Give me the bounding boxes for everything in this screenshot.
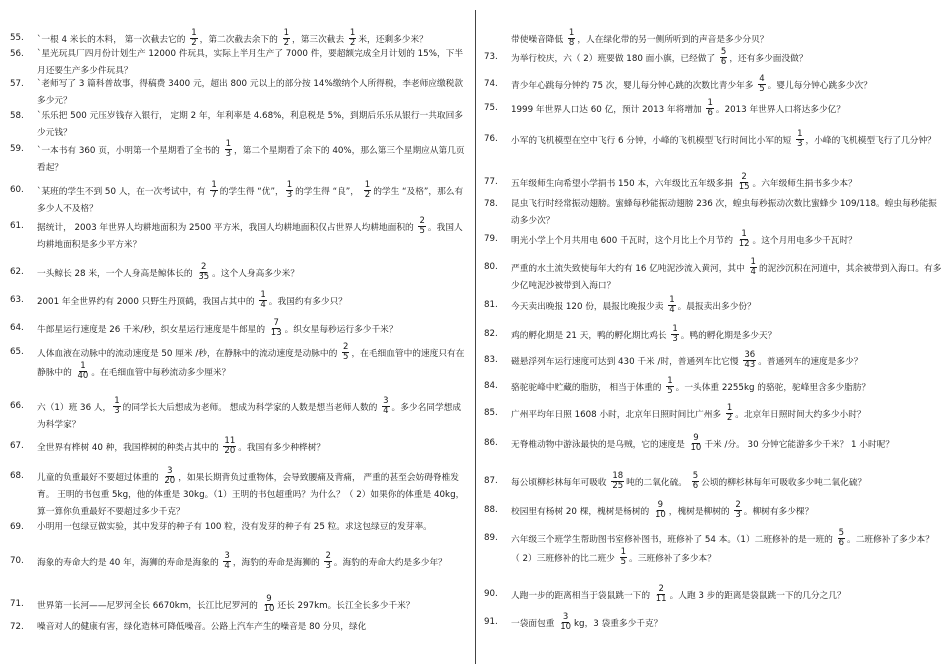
problem-number: 75. xyxy=(484,103,498,113)
fraction xyxy=(750,258,757,277)
fraction-denominator: 3 xyxy=(797,139,803,149)
fraction xyxy=(655,585,668,604)
problem-number: 84. xyxy=(484,381,498,391)
problem-number: 74. xyxy=(484,79,498,89)
problem-number: 86. xyxy=(484,438,498,448)
fraction xyxy=(738,173,751,192)
fraction-denominator: 11 xyxy=(655,594,667,604)
fraction-numerator: 1 xyxy=(726,403,733,413)
column-divider xyxy=(475,10,476,664)
fraction xyxy=(671,325,678,344)
fraction-numerator: 5 xyxy=(720,47,727,57)
problem-number: 77. xyxy=(484,177,498,187)
fraction-denominator: 3 xyxy=(114,406,120,416)
fraction xyxy=(726,404,733,423)
fraction-numerator: 18 xyxy=(612,471,624,481)
problem-number: 90. xyxy=(484,589,498,599)
problem-item xyxy=(484,174,942,193)
problem-item xyxy=(484,352,942,371)
problem-number: 76. xyxy=(484,134,498,144)
fraction xyxy=(796,130,803,149)
fraction-numerator: 1 xyxy=(286,180,293,190)
problem-item xyxy=(484,30,942,49)
problem-text: 1999 年世界人口达 60 亿，预计 2013 年将增加 $\frac{1}{6}$ 。2013 年世界人口将达多少亿？ xyxy=(511,98,846,118)
fraction-numerator: 1 xyxy=(191,28,197,38)
problem-number: 71. xyxy=(10,599,24,609)
problem-text: 为举行校庆，六（ 2）班要做 180 面小旗，已经做了 $\frac{5}{6}$ ，还有多少面没做？ xyxy=(511,47,808,67)
problem-text: 小军的飞机模型在空中飞行 6 分钟，小峰的飞机模型飞行时间比小军的短 $\frac{1}{3}$ ，小峰的飞机模型飞行了几分钟？ xyxy=(511,129,936,149)
fraction-numerator: 11 xyxy=(224,436,236,446)
fraction xyxy=(690,434,703,453)
fraction-numerator: 1 xyxy=(225,139,232,149)
problem-number: 72. xyxy=(10,622,24,632)
fraction-denominator: 3 xyxy=(286,190,293,200)
fraction xyxy=(418,217,425,236)
problem-number: 83. xyxy=(484,355,498,365)
fraction-denominator: 5 xyxy=(343,352,349,362)
problem-text: `某班的学生不到 50 人，在一次考试中，有 $\frac{1}{7}$ 的学生得 “优”， $\frac{1}{3}$ 的学生得 “良”， $\frac{1}{2}$ 的学生 “及格”，那么有多少人不及格？ xyxy=(37,180,464,214)
problem-number: 64. xyxy=(10,323,24,333)
problem-item xyxy=(10,292,468,311)
problem-number: 79. xyxy=(484,234,498,244)
problem-item xyxy=(10,46,468,80)
problem-number: 57. xyxy=(10,79,24,89)
fraction-numerator: 1 xyxy=(667,376,673,386)
problem-item xyxy=(484,473,942,492)
fraction-numerator: 3 xyxy=(383,396,389,406)
problem-item xyxy=(10,468,468,521)
fraction-denominator: 40 xyxy=(77,371,89,381)
fraction-denominator: 10 xyxy=(560,622,572,632)
problem-item xyxy=(10,182,468,218)
fraction xyxy=(559,613,572,632)
problem-number: 85. xyxy=(484,408,498,418)
fraction xyxy=(223,437,236,456)
fraction xyxy=(342,343,349,362)
problem-item xyxy=(10,596,468,615)
fraction-numerator: 1 xyxy=(750,257,756,267)
fraction xyxy=(270,319,283,338)
problem-text: 明光小学上个月共用电 600 千瓦时，这个月比上个月节约 $\frac{1}{12}$ 。这个月用电多少千瓦时？ xyxy=(511,229,857,249)
fraction xyxy=(720,48,727,67)
problem-number: 78. xyxy=(484,199,498,209)
problem-text: 五年级师生向希望小学捐书 150 本，六年级比五年级多捐 $\frac{2}{15}$ 。六年级师生捐书多少本？ xyxy=(511,172,857,192)
fraction-numerator: 2 xyxy=(658,584,664,594)
problem-item xyxy=(484,231,942,250)
problem-text: 无脊椎动物中游泳最快的是乌贼，它的速度是 $\frac{9}{10}$ 千米 /分。 30 分钟它能游多少千米？ 1 小时呢？ xyxy=(511,433,895,453)
fraction-numerator: 9 xyxy=(657,500,664,510)
fraction-denominator: 43 xyxy=(744,360,756,370)
fraction-denominator: 12 xyxy=(738,239,750,249)
problem-item xyxy=(10,218,468,254)
problem-item xyxy=(484,196,942,230)
problem-number: 81. xyxy=(484,300,498,310)
fraction-denominator: 15 xyxy=(738,182,750,192)
problem-text: `一本书有 360 页，小明第一个星期看了全书的 $\frac{1}{3}$ ，第二个星期看了余下的 40%，那么第三个星期应从第几页看起？ xyxy=(37,139,465,173)
problem-text: 校园里有杨树 20 棵，槐树是杨树的 $\frac{9}{10}$ ，槐树是柳树的 $\frac{2}{3}$ 。柳树有多少棵？ xyxy=(511,500,814,520)
fraction xyxy=(286,181,293,200)
fraction xyxy=(263,595,276,614)
fraction-numerator: 1 xyxy=(260,290,266,300)
problem-text: 今天卖出晚报 120 份，晨报比晚报少卖 $\frac{1}{4}$ 。晨报卖出多少份？ xyxy=(511,295,756,315)
fraction-numerator: 5 xyxy=(838,528,845,538)
problem-number: 63. xyxy=(10,295,24,305)
fraction-numerator: 1 xyxy=(283,28,290,38)
problem-text: 广州平均年日照 1608 小时，北京年日照时间比广州多 $\frac{1}{2}$ 。北京年日照时间大约多少小时？ xyxy=(511,403,866,423)
fraction xyxy=(163,467,176,486)
fraction-numerator: 5 xyxy=(692,471,699,481)
fraction-denominator: 2 xyxy=(349,38,356,48)
fraction-numerator: 1 xyxy=(707,98,713,108)
fraction xyxy=(654,501,667,520)
fraction xyxy=(77,362,90,381)
fraction-numerator: 1 xyxy=(114,396,120,406)
problem-item xyxy=(10,320,468,339)
problem-text: 磁悬浮列车运行速度可达到 430 千米 /时，普通列车比它慢 $\frac{36}{43}$ 。普通列车的速度是多少？ xyxy=(511,350,863,370)
fraction-denominator: 20 xyxy=(164,476,176,486)
fraction-numerator: 3 xyxy=(167,466,173,476)
problem-text: `星光玩具厂四月份计划生产 12000 件玩具，实际上半月生产了 7000 件，要超额完成全月计划的 15%，下半月还要生产多少件玩具？ xyxy=(37,49,464,76)
fraction-numerator: 1 xyxy=(797,129,803,139)
fraction-numerator: 2 xyxy=(325,551,331,561)
fraction-denominator: 10 xyxy=(263,604,275,614)
problem-number: 73. xyxy=(484,52,498,62)
problem-number: 59. xyxy=(10,144,24,154)
fraction xyxy=(692,472,699,491)
fraction xyxy=(668,296,675,315)
problem-item xyxy=(10,264,468,283)
problem-number: 61. xyxy=(10,221,24,231)
problem-item xyxy=(484,378,942,397)
problem-number: 69. xyxy=(10,522,24,532)
problem-item xyxy=(484,530,942,568)
fraction-numerator: 7 xyxy=(273,318,279,328)
fraction xyxy=(210,181,217,200)
fraction-numerator: 2 xyxy=(343,342,349,352)
problem-item xyxy=(484,49,942,68)
problem-text: 全世界有桦树 40 种，我国桦树的种类占其中的 $\frac{11}{20}$ 。我国有多少种桦树？ xyxy=(37,436,326,456)
problem-item xyxy=(484,405,942,424)
problem-text: 鸡的孵化期是 21 天，鸭的孵化期比鸡长 $\frac{1}{3}$ 。鸭的孵化期是多少天？ xyxy=(511,324,777,344)
problem-text: 一袋面包重 $\frac{3}{10}$ kg，3 袋重多少千克？ xyxy=(511,612,663,632)
problem-number: 67. xyxy=(10,441,24,451)
problem-text: 小明用一包绿豆做实验，其中发芽的种子有 100 粒，没有发芽的种子有 25 粒。求这包绿豆的发芽率。 xyxy=(37,522,432,532)
fraction-numerator: 2 xyxy=(419,216,425,226)
fraction-denominator: 4 xyxy=(383,406,389,416)
fraction-denominator: 13 xyxy=(270,328,282,338)
fraction-denominator: 35 xyxy=(198,272,210,282)
fraction xyxy=(197,263,210,282)
fraction-denominator: 3 xyxy=(325,561,331,571)
problem-text: 儿童的负重最好不要超过体重的 $\frac{3}{20}$ ，如果长期背负过重物体，会导致腰痛及背痛， 严重的甚至会妨碍脊椎发育。 王明的书包重 5kg，他的体重是 30kg。（1）王明的书包超重吗？为什么？（ 2）如果你的体重是 40kg，算一算你负重最好不要超过多少千克？ xyxy=(37,466,465,517)
problem-number: 91. xyxy=(484,617,498,627)
problem-item xyxy=(10,398,468,434)
problem-item xyxy=(484,435,942,454)
fraction xyxy=(706,99,713,118)
fraction xyxy=(738,230,751,249)
problem-number: 60. xyxy=(10,185,24,195)
fraction-denominator: 6 xyxy=(692,481,699,491)
fraction-denominator: 6 xyxy=(720,57,727,67)
fraction xyxy=(734,501,741,520)
problem-item xyxy=(484,502,942,521)
problem-number: 80. xyxy=(484,262,498,272)
fraction xyxy=(666,377,673,396)
fraction-denominator: 2 xyxy=(364,190,371,200)
fraction-denominator: 3 xyxy=(735,510,741,520)
fraction-denominator: 4 xyxy=(224,561,230,571)
problem-text: 六（1）班 36 人， $\frac{1}{3}$ 的同学长大后想成为老师。 想成为科学家的人数是想当老师人数的 $\frac{3}{4}$ 。多少名同学想成为科学家？ xyxy=(37,396,462,430)
problem-text: 海象的寿命大约是 40 年，海狮的寿命是海象的 $\frac{3}{4}$ ，海豹的寿命是海狮的 $\frac{2}{3}$ 。海豹的寿命大约是多少年？ xyxy=(37,551,447,571)
problem-text: 六年级三个班学生帮助图书室修补图书，班修补了 54 本。（1）二班修补的是一班的 $\frac{5}{6}$ 。二班修补了多少本？（ 2）三班修补的比二班少 $\frac{1}{5}$ 。三班修补了多少本？ xyxy=(511,528,934,567)
problem-number: 89. xyxy=(484,533,498,543)
problem-text: 噪音对人的健康有害，绿化造林可降低噪音。公路上汽车产生的噪音是 80 分贝，绿化 xyxy=(37,622,367,632)
fraction-numerator: 1 xyxy=(364,180,371,190)
fraction-denominator: 8 xyxy=(568,38,575,48)
problem-text: 骆驼驼峰中贮藏的脂肪， 相当于体重的 $\frac{1}{5}$ 。一头体重 2255kg 的骆驼，驼峰里含多少脂肪？ xyxy=(511,376,871,396)
problem-text: 一头鲸长 28 米，一个人身高是鲸体长的 $\frac{2}{35}$ 。这个人身高多少米？ xyxy=(37,262,300,282)
fraction-denominator: 2 xyxy=(191,38,197,48)
problem-item xyxy=(484,76,942,95)
problem-text: 人体血液在动脉中的流动速度是 50 厘米 /秒，在静脉中的流动速度是动脉中的 $\frac{2}{5}$ ，在毛细血管中的速度只有在静脉中的 $\frac{1}{40}$ 。在毛细血管中每秒流动多少厘米？ xyxy=(37,342,465,381)
fraction-numerator: 4 xyxy=(759,74,765,84)
fraction-numerator: 1 xyxy=(741,229,747,239)
fraction xyxy=(743,351,756,370)
fraction xyxy=(611,472,624,491)
fraction-denominator: 4 xyxy=(750,267,756,277)
fraction-denominator: 7 xyxy=(211,190,217,200)
problem-number: 58. xyxy=(10,111,24,121)
problem-item xyxy=(10,76,468,110)
fraction xyxy=(568,29,575,48)
problem-text: 严重的水土流失致使每年大约有 16 亿吨泥沙流入黄河，其中 $\frac{1}{4}$ 的泥沙沉积在河道中，其余被带到入海口。有多少亿吨泥沙被带到入海口？ xyxy=(511,257,942,291)
problem-text: 带使噪音降低 $\frac{1}{8}$ ，人在绿化带的另一侧所听到的声音是多少分贝？ xyxy=(511,28,769,48)
problem-number: 68. xyxy=(10,471,24,481)
fraction-numerator: 9 xyxy=(266,594,272,604)
problem-text: 每公顷柳杉林每年可吸收 $\frac{18}{25}$ 吨的二氧化硫。 $\frac{5}{6}$ 公顷的柳杉林每年可吸收多少吨二氧化硫？ xyxy=(511,471,867,491)
problem-number: 88. xyxy=(484,505,498,515)
fraction-denominator: 3 xyxy=(225,149,232,159)
problem-item xyxy=(484,259,942,295)
problem-text: 世界第一长河——尼罗河全长 6670km，长江比尼罗河的 $\frac{9}{10}$ 还长 297km。长江全长多少千米？ xyxy=(37,594,415,614)
problem-item xyxy=(484,131,942,150)
problem-item xyxy=(484,100,942,119)
problem-number: 65. xyxy=(10,347,24,357)
fraction-denominator: 6 xyxy=(838,538,845,548)
problem-number: 62. xyxy=(10,267,24,277)
problem-text: `老师写了 3 篇科普故事，得稿费 3400 元，超出 800 元以上的部分按 14%缴纳个人所得税，李老师应缴税款多少元？ xyxy=(37,79,464,106)
fraction-denominator: 25 xyxy=(612,481,624,491)
fraction xyxy=(838,529,845,548)
problem-item xyxy=(10,141,468,177)
fraction-denominator: 5 xyxy=(759,84,765,94)
problem-number: 56. xyxy=(10,49,24,59)
problem-text: `一根 4 米长的木料， 第一次截去它的 $\frac{1}{2}$ ，第二次截去余下的 $\frac{1}{2}$ ，第三次截去 $\frac{1}{2}$ 米，还剩多少米？ xyxy=(37,28,428,48)
fraction xyxy=(382,397,389,416)
problem-number: 82. xyxy=(484,329,498,339)
problem-text: 昆虫飞行时经常振动翅膀。蜜蜂每秒能振动翅膀 236 次，蝗虫每秒振动次数比蜜蜂少 109/118。蝗虫每秒能振动多少次？ xyxy=(511,199,937,226)
fraction-denominator: 3 xyxy=(672,334,678,344)
problem-item xyxy=(10,519,468,536)
fraction-denominator: 5 xyxy=(620,557,627,567)
fraction-denominator: 20 xyxy=(224,446,236,456)
fraction-numerator: 1 xyxy=(669,295,675,305)
problem-item xyxy=(484,586,942,605)
fraction-denominator: 10 xyxy=(690,443,702,453)
problem-number: 70. xyxy=(10,556,24,566)
problem-item xyxy=(10,438,468,457)
problem-item xyxy=(10,619,468,636)
fraction-denominator: 10 xyxy=(654,510,666,520)
fraction-denominator: 6 xyxy=(707,108,713,118)
fraction xyxy=(324,552,331,571)
problem-text: 牛郎星运行速度是 26 千米/秒，织女星运行速度是牛郎星的 $\frac{7}{13}$ 。织女星每秒运行多少千米？ xyxy=(37,318,398,338)
fraction xyxy=(620,548,627,567)
problem-text: 2001 年全世界约有 2000 只野生丹顶鹤，我国占其中的 $\frac{1}{4}$ 。我国约有多少只？ xyxy=(37,290,347,310)
fraction-numerator: 1 xyxy=(80,361,86,371)
fraction-numerator: 1 xyxy=(349,28,356,38)
fraction-denominator: 5 xyxy=(419,226,425,236)
problem-item xyxy=(10,344,468,382)
fraction-numerator: 1 xyxy=(568,28,575,38)
fraction xyxy=(758,75,765,94)
fraction-denominator: 4 xyxy=(260,300,266,310)
problem-number: 55. xyxy=(10,33,24,43)
fraction-denominator: 4 xyxy=(669,305,675,315)
fraction xyxy=(259,291,266,310)
problem-item xyxy=(10,108,468,142)
fraction-numerator: 1 xyxy=(620,547,627,557)
fraction-numerator: 2 xyxy=(201,262,207,272)
problem-number: 66. xyxy=(10,401,24,411)
fraction-numerator: 1 xyxy=(211,180,217,190)
problem-item xyxy=(484,297,942,316)
fraction-numerator: 9 xyxy=(693,433,699,443)
problem-item xyxy=(484,326,942,345)
fraction-denominator: 5 xyxy=(667,386,673,396)
problem-number: 87. xyxy=(484,476,498,486)
problem-text: 据统计， 2003 年世界人均耕地面积为 2500 平方米，我国人均耕地面积仅占世界人均耕地面积的 $\frac{2}{5}$ 。我国人均耕地面积是多少平方米？ xyxy=(37,216,463,250)
fraction-numerator: 2 xyxy=(741,172,747,182)
fraction-numerator: 36 xyxy=(744,350,756,360)
problem-item xyxy=(10,553,468,572)
problem-text: 青少年心跳每分钟约 75 次，婴儿每分钟心跳的次数比青少年多 $\frac{4}{5}$ 。婴儿每分钟心跳多少次？ xyxy=(511,74,872,94)
fraction xyxy=(113,397,120,416)
fraction-numerator: 3 xyxy=(562,612,569,622)
fraction-numerator: 1 xyxy=(672,324,678,334)
problem-item xyxy=(484,614,942,633)
fraction xyxy=(364,181,371,200)
problem-text: 人跑一步的距离相当于袋鼠跳一下的 $\frac{2}{11}$ 。人跑 3 步的距离是袋鼠跳一下的几分之几？ xyxy=(511,584,846,604)
fraction-denominator: 2 xyxy=(283,38,290,48)
fraction xyxy=(223,552,230,571)
fraction-numerator: 2 xyxy=(735,500,741,510)
fraction-numerator: 3 xyxy=(224,551,230,561)
fraction xyxy=(225,140,232,159)
problem-text: `乐乐把 500 元压岁钱存入银行， 定期 2 年，年利率是 4.68%，利息税是 5%，到期后乐乐从银行一共取回多少元钱？ xyxy=(37,111,463,138)
fraction-denominator: 2 xyxy=(726,413,733,423)
